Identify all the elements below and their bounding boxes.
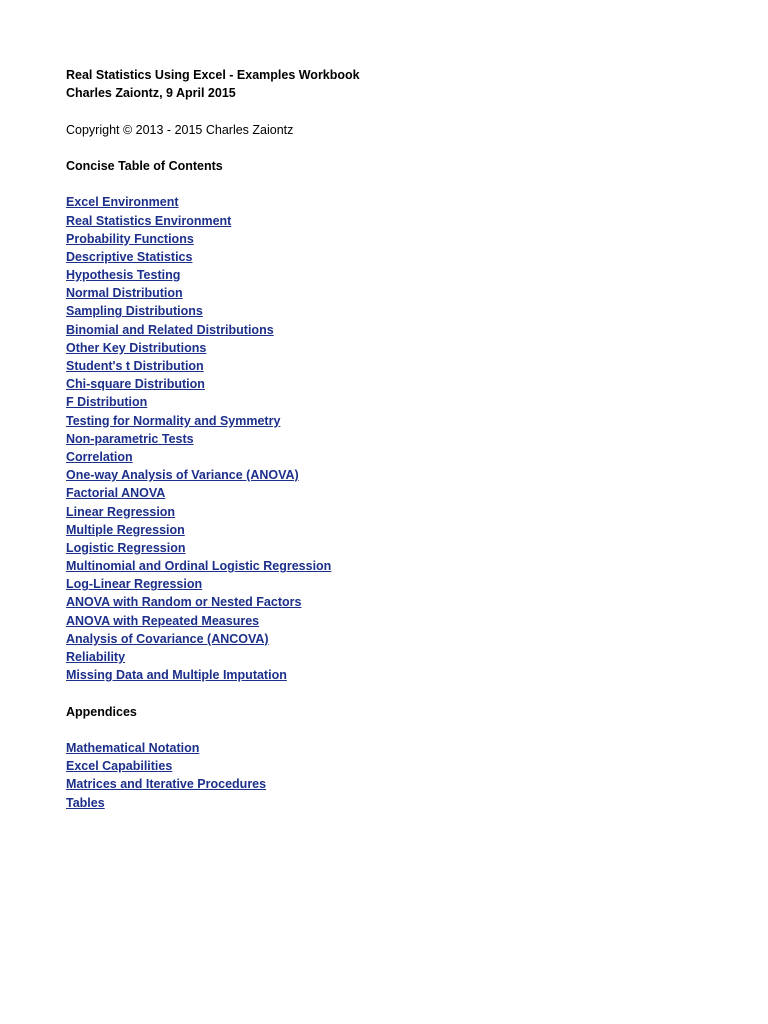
- document-page: [66, 66, 706, 812]
- toc-link-excel-environment[interactable]: Excel Environment: [66, 195, 179, 210]
- toc-link-testing-normality-symmetry[interactable]: Testing for Normality and Symmetry: [66, 413, 281, 428]
- toc-link-students-t-distribution[interactable]: Student's t Distribution: [66, 359, 204, 373]
- toc-link-multinomial-ordinal-logistic[interactable]: Multinomial and Ordinal Logistic Regression: [66, 559, 332, 574]
- toc-link-log-linear-regression[interactable]: Log-Linear Regression: [66, 577, 203, 592]
- toc-list: [66, 193, 706, 684]
- spacer: [66, 139, 706, 157]
- copyright-notice: Copyright © 2013 - 2015 Charles Zaiontz: [66, 122, 294, 137]
- toc-link-ancova[interactable]: Analysis of Covariance (ANCOVA): [66, 631, 269, 646]
- appendix-link-tables[interactable]: Tables: [66, 795, 105, 810]
- toc-link-multiple-regression[interactable]: Multiple Regression: [66, 522, 185, 537]
- toc-link-normal-distribution[interactable]: Normal Distribution: [66, 286, 183, 301]
- appendix-link-excel-capabilities[interactable]: Excel Capabilities: [66, 759, 173, 774]
- spacer: [66, 175, 706, 193]
- toc-link-anova-random-nested[interactable]: ANOVA with Random or Nested Factors: [66, 595, 302, 610]
- appendix-link-mathematical-notation[interactable]: Mathematical Notation: [66, 740, 200, 755]
- spacer: [66, 102, 706, 120]
- toc-link-f-distribution[interactable]: F Distribution: [66, 395, 148, 410]
- toc-link-logistic-regression[interactable]: Logistic Regression: [66, 540, 186, 555]
- document-title: Real Statistics Using Excel - Examples Workbook: [66, 68, 360, 82]
- toc-link-hypothesis-testing[interactable]: Hypothesis Testing: [66, 268, 181, 283]
- toc-link-binomial-distributions[interactable]: Binomial and Related Distributions: [66, 322, 274, 337]
- appendices-list: [66, 739, 706, 812]
- appendices-heading: Appendices: [66, 704, 137, 719]
- toc-link-reliability[interactable]: Reliability: [66, 650, 126, 664]
- toc-link-sampling-distributions[interactable]: Sampling Distributions: [66, 304, 203, 319]
- toc-link-non-parametric-tests[interactable]: Non-parametric Tests: [66, 431, 194, 446]
- toc-link-chi-square-distribution[interactable]: Chi-square Distribution: [66, 377, 205, 392]
- toc-link-missing-data-imputation[interactable]: Missing Data and Multiple Imputation: [66, 668, 287, 683]
- toc-heading: Concise Table of Contents: [66, 158, 223, 173]
- toc-link-anova-repeated-measures[interactable]: ANOVA with Repeated Measures: [66, 613, 260, 628]
- toc-link-other-key-distributions[interactable]: Other Key Distributions: [66, 340, 207, 355]
- appendix-link-matrices-iterative[interactable]: Matrices and Iterative Procedures: [66, 777, 267, 792]
- toc-link-probability-functions[interactable]: Probability Functions: [66, 231, 194, 246]
- toc-link-correlation[interactable]: Correlation: [66, 449, 133, 464]
- toc-link-factorial-anova[interactable]: Factorial ANOVA: [66, 486, 166, 501]
- toc-link-real-statistics-environment[interactable]: Real Statistics Environment: [66, 213, 232, 228]
- author-date: Charles Zaiontz, 9 April 2015: [66, 86, 236, 101]
- toc-link-linear-regression[interactable]: Linear Regression: [66, 504, 176, 519]
- spacer: [66, 684, 706, 702]
- toc-link-one-way-anova[interactable]: One-way Analysis of Variance (ANOVA): [66, 468, 299, 483]
- toc-link-descriptive-statistics[interactable]: Descriptive Statistics: [66, 249, 193, 264]
- spacer: [66, 721, 706, 739]
